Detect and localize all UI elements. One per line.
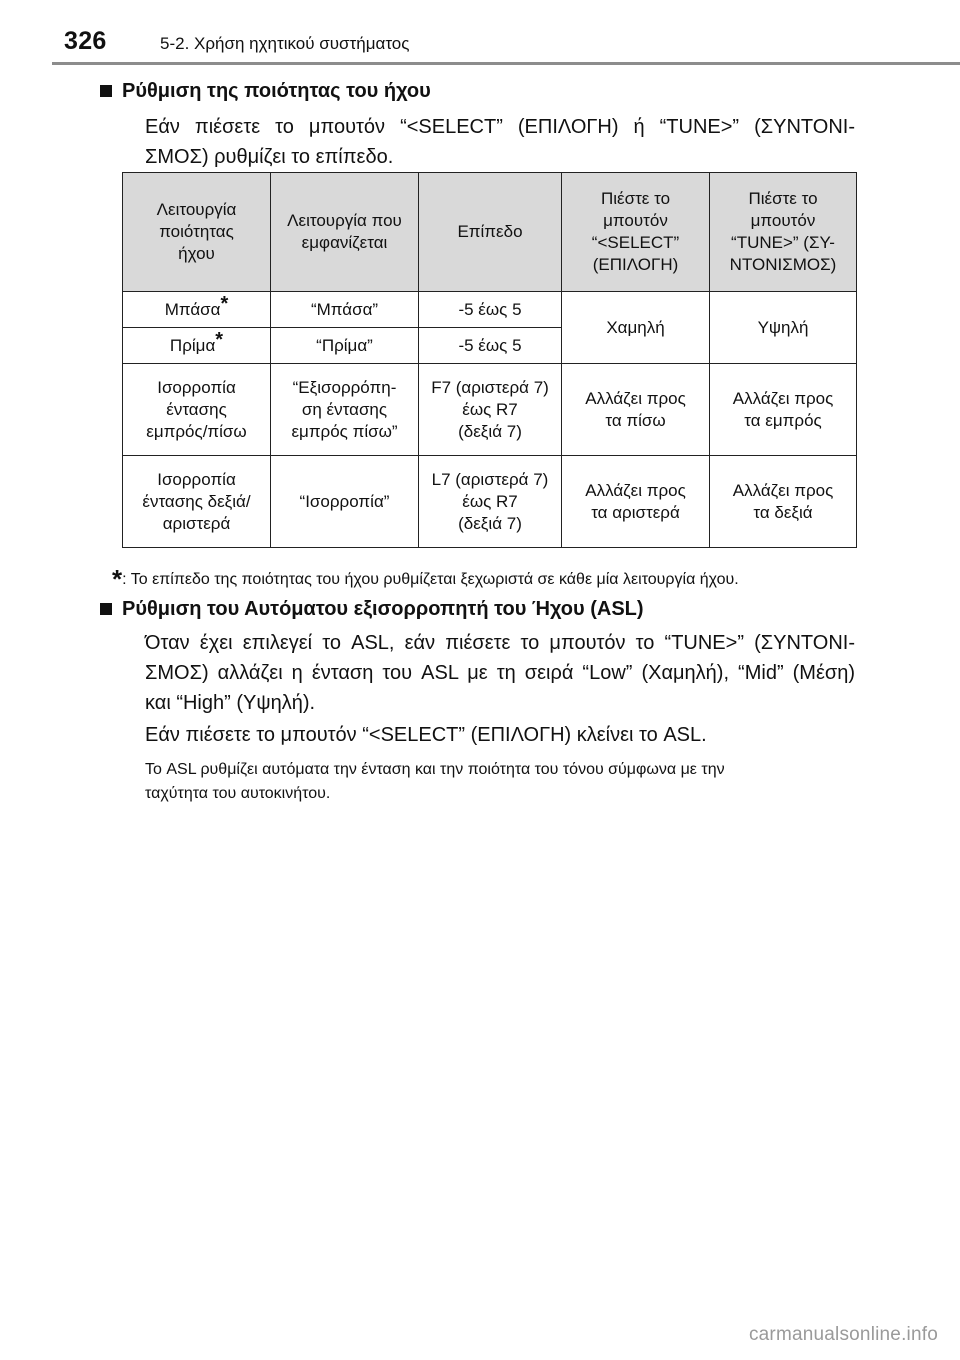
cell-display: “Ισορροπία”	[271, 456, 419, 548]
cell-display: “Πρίμα”	[271, 328, 419, 364]
header-cell-level: Επίπεδο	[419, 173, 562, 292]
table-row	[123, 456, 857, 548]
cell-level: -5 έως 5	[419, 292, 562, 328]
section-title-text: Ρύθμιση της ποιότητας του ήχου	[122, 80, 431, 102]
header-cell-tune: Πιέστε το μπουτόν “TUNE>” (ΣΥ- ΝΤΟΝΙΣΜΟΣ)	[710, 173, 857, 292]
cell-level: -5 έως 5	[419, 328, 562, 364]
header-cell-mode: Λειτουργία ποιότητας ήχου	[123, 173, 271, 292]
table-row	[123, 364, 857, 456]
running-header: 5-2. Χρήση ηχητικού συστήματος	[160, 34, 410, 53]
header-cell-select: Πιέστε το μπουτόν “<SELECT” (ΕΠΙΛΟΓΗ)	[562, 173, 710, 292]
section-title-asl	[122, 598, 644, 621]
cell-select-action: Χαμηλή	[562, 292, 710, 364]
asl-note	[145, 758, 855, 806]
cell-tune-action: Αλλάζει προς τα δεξιά	[710, 456, 857, 548]
page-header	[0, 0, 960, 70]
note-line: ταχύτητα του αυτοκινήτου.	[145, 785, 331, 802]
section-title-sound-quality	[122, 80, 431, 103]
cell-mode: Ισορροπία έντασης εμπρός/πίσω	[123, 364, 271, 456]
note-line: Το ASL ρυθμίζει αυτόματα την ένταση και την ποιότητα του τόνου σύμφωνα με την	[145, 761, 725, 778]
header-rule	[52, 62, 960, 65]
sound-quality-paragraph	[145, 112, 855, 172]
header-cell-display: Λειτουργία που εμφανίζεται	[271, 173, 419, 292]
asl-paragraph	[145, 628, 855, 718]
watermark: carmanualsonline.info	[748, 1324, 938, 1345]
cell-mode: Ισορροπία έντασης δεξιά/ αριστερά	[123, 456, 271, 548]
cell-display: “Μπάσα”	[271, 292, 419, 328]
paragraph-line: ΣΜΟΣ) ρυθμίζει το επίπεδο.	[145, 146, 394, 168]
square-bullet-icon	[100, 85, 112, 97]
asl-off-paragraph	[145, 720, 855, 750]
footnote-marker: *	[220, 292, 229, 315]
cell-display: “Εξισορρόπη- ση έντασης εμπρός πίσω”	[271, 364, 419, 456]
sound-quality-table	[122, 172, 857, 548]
paragraph-line: ΣΜΟΣ) αλλάζει η ένταση του ASL με τη σειρά “Low” (Χαμηλή), “Mid” (Μέση)	[145, 662, 855, 684]
footnote-marker: *	[215, 328, 224, 351]
paragraph-line: Όταν έχει επιλεγεί το ASL, εάν πιέσετε το μπουτόν το “TUNE>” (ΣΥΝΤΟΝΙ-	[145, 632, 855, 654]
paragraph-line: Εάν πιέσετε το μπουτόν “<SELECT” (ΕΠΙΛΟΓΗ) ή “TUNE>” (ΣΥΝΤΟΝΙ-	[145, 116, 855, 138]
table-footnote	[112, 560, 739, 594]
footnote-text: : Το επίπεδο της ποιότητας του ήχου ρυθμίζεται ξεχωριστά σε κάθε μία λειτουργία ήχου.	[122, 571, 739, 588]
footnote-marker: *	[112, 564, 123, 594]
cell-level: F7 (αριστερά 7) έως R7 (δεξιά 7)	[419, 364, 562, 456]
paragraph-line: και “High” (Υψηλή).	[145, 692, 316, 714]
cell-select-action: Αλλάζει προς τα αριστερά	[562, 456, 710, 548]
cell-mode: Μπάσα*	[123, 292, 271, 328]
square-bullet-icon	[100, 603, 112, 615]
table-header-row	[123, 173, 857, 292]
cell-mode: Πρίμα*	[123, 328, 271, 364]
cell-level: L7 (αριστερά 7) έως R7 (δεξιά 7)	[419, 456, 562, 548]
cell-select-action: Αλλάζει προς τα πίσω	[562, 364, 710, 456]
cell-tune-action: Αλλάζει προς τα εμπρός	[710, 364, 857, 456]
page-number: 326	[64, 27, 107, 55]
table-row	[123, 292, 857, 328]
section-title-text: Ρύθμιση του Αυτόματου εξισορροπητή του Ήχου (ASL)	[122, 598, 644, 620]
cell-tune-action: Υψηλή	[710, 292, 857, 364]
paragraph-line: Εάν πιέσετε το μπουτόν “<SELECT” (ΕΠΙΛΟΓΗ) κλείνει το ASL.	[145, 724, 707, 746]
